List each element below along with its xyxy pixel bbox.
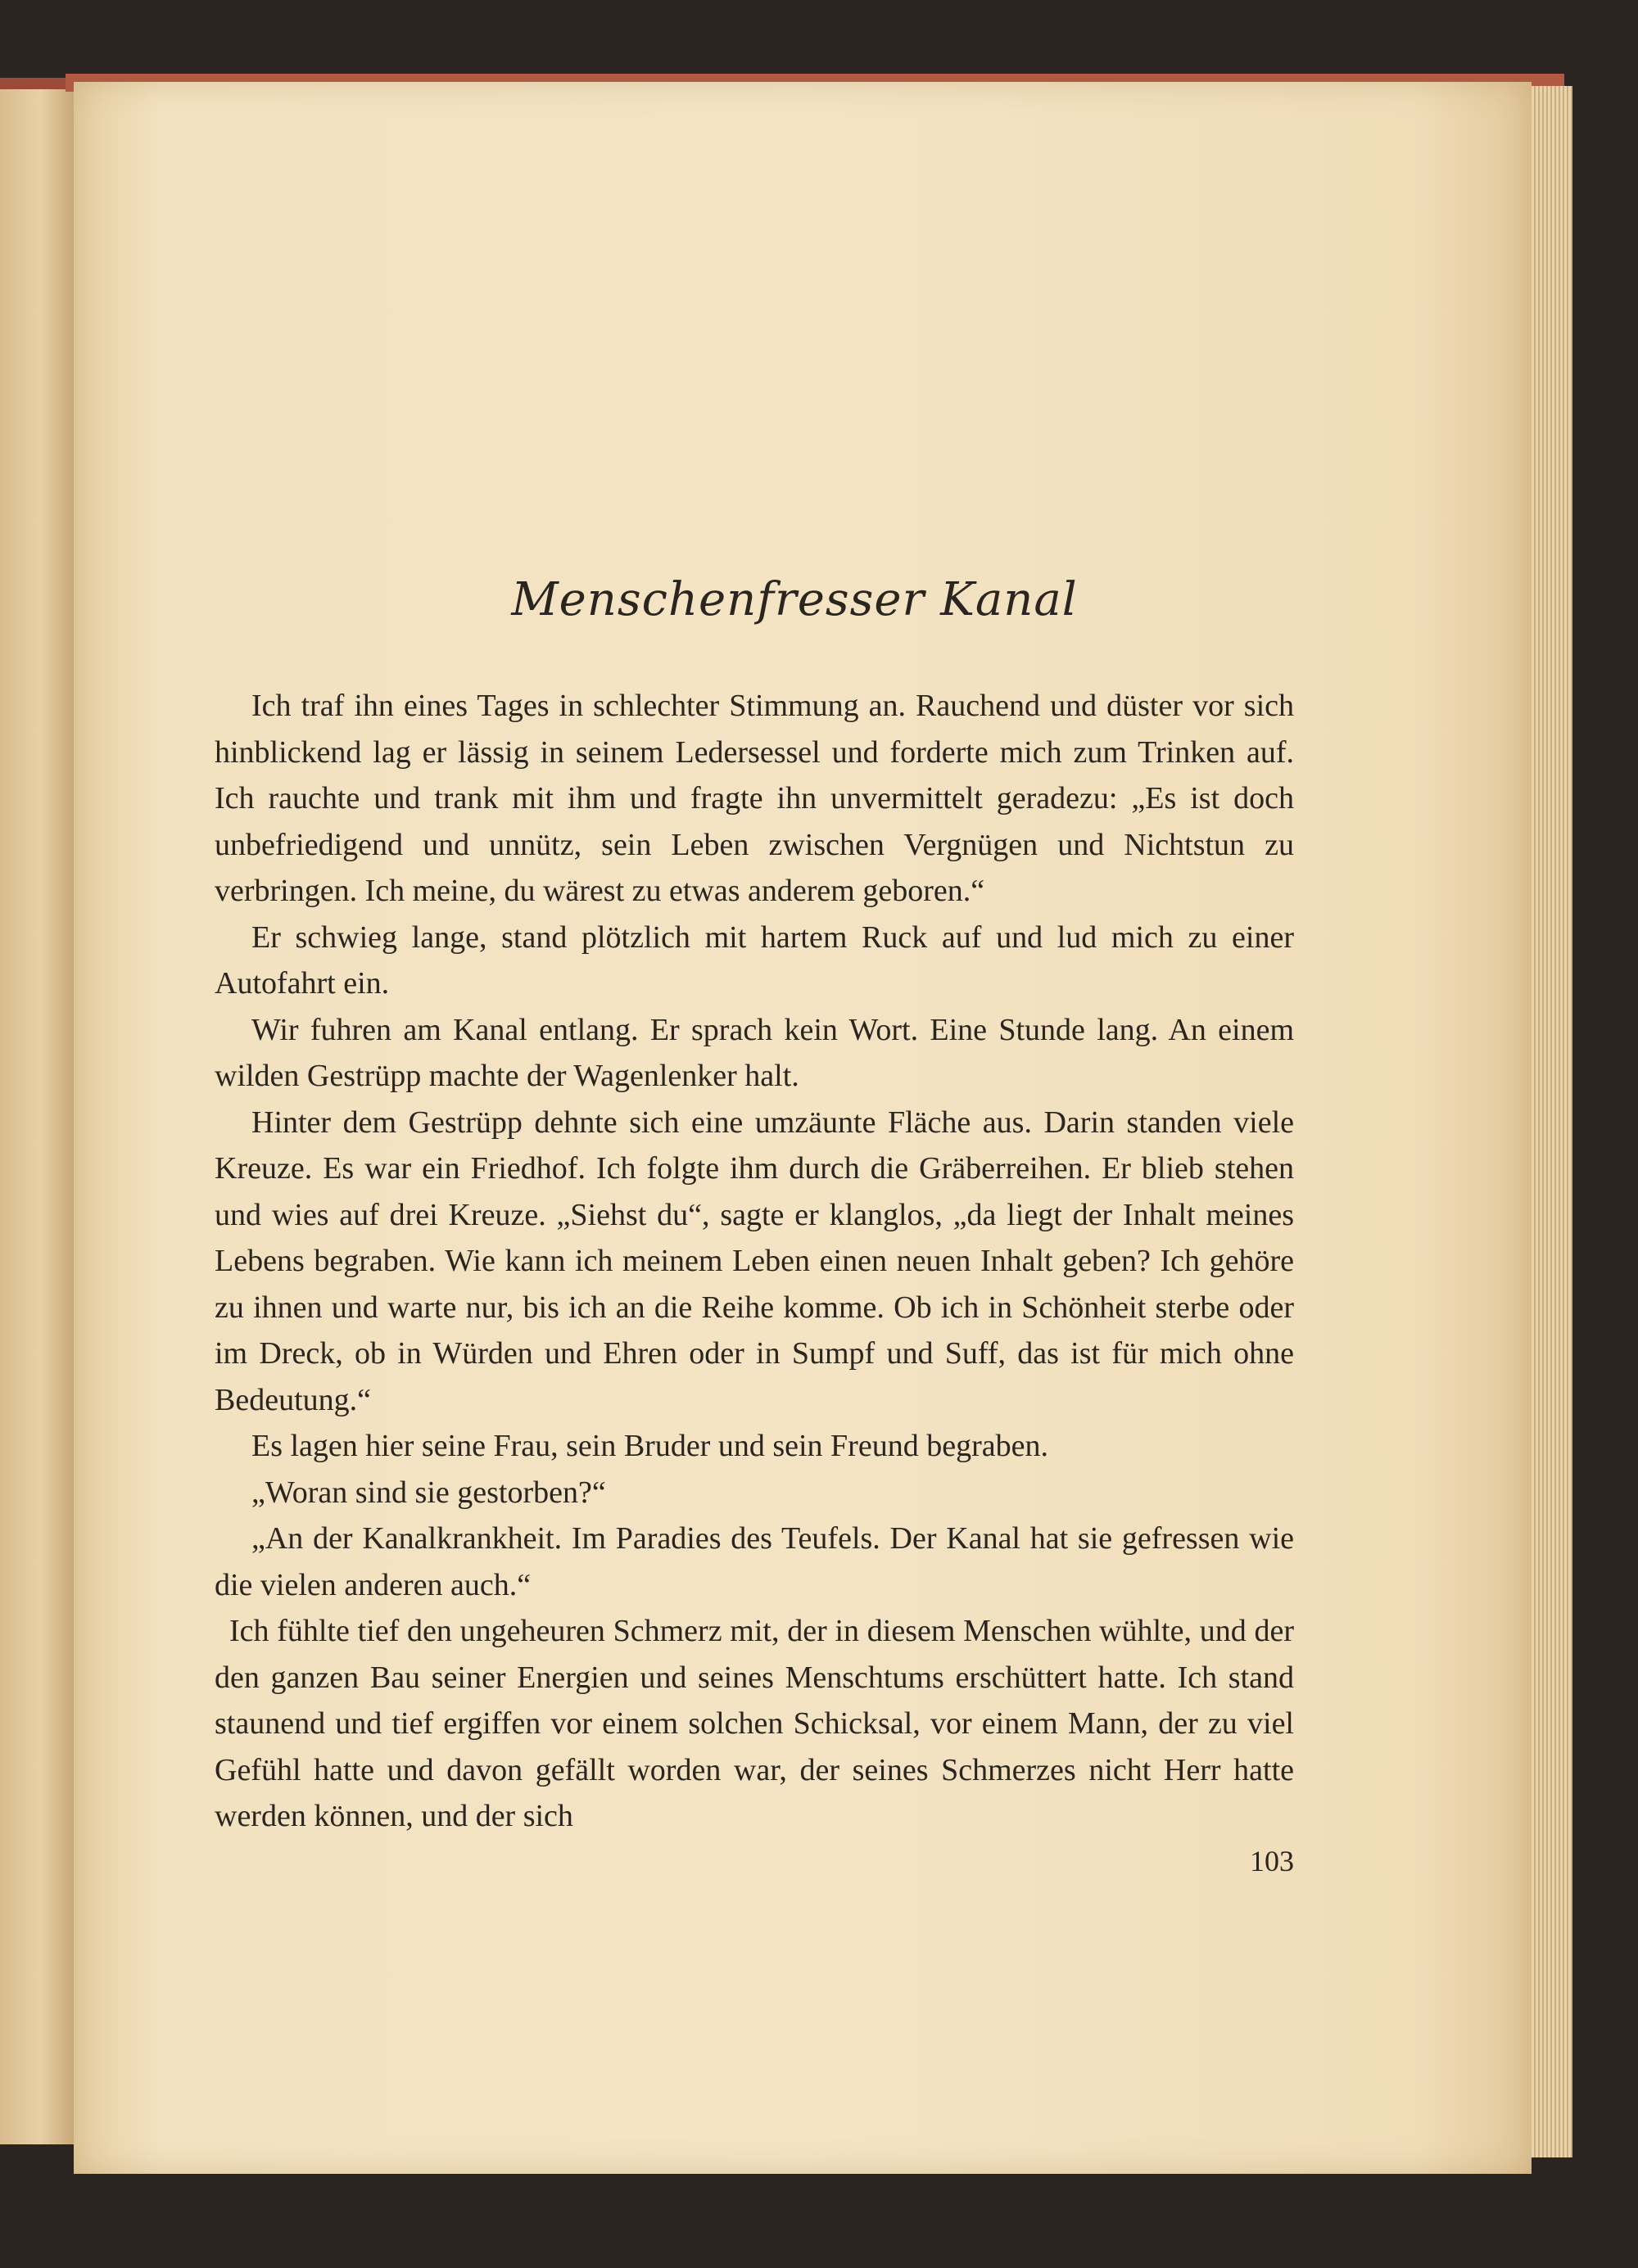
page-number: 103 bbox=[1250, 1845, 1294, 1877]
paragraph: Ich fühlte tief den ungeheuren Schmerz mit, der in diesem Menschen wühlte, und der den ganzen Bau seiner Energien und seines Menschtums erschüttert hatte. Ich stand staunend und tief ergiffen vor einem solchen Schicksal, vor einem Mann, der zu viel Gefühl hatte und davon gefällt worden war, der seines Schmerzes nicht Herr hatte werden können, und der sich bbox=[215, 1614, 1294, 1833]
previous-page-edge bbox=[0, 78, 74, 2144]
paragraph: Er schwieg lange, stand plötzlich mit hartem Ruck auf und lud mich zu einer Autofahrt ein. bbox=[215, 919, 1294, 1001]
body-text bbox=[215, 683, 1294, 1840]
paragraph: Ich traf ihn eines Tages in schlechter Stimmung an. Rauchend und düster vor sich hinblickend lag er lässig in seinem Ledersessel und forderte mich zum Trinken auf. Ich rauchte und trank mit ihm und fragte ihn unvermittelt geradezu: „Es ist doch unbefriedigend und unnütz, sein Leben zwischen Vergnügen und Nichtstun zu verbringen. Ich meine, du wärest zu etwas anderem geboren.“ bbox=[215, 689, 1294, 908]
paragraph: Hinter dem Gestrüpp dehnte sich eine umzäunte Fläche aus. Darin standen viele Kreuze. Es war ein Friedhof. Ich folgte ihm durch die Gräberreihen. Er blieb stehen und wies auf drei Kreuze. „Siehst du“, sagte er klanglos, „da liegt der Inhalt meines Lebens begraben. Wie kann ich meinem Leben einen neuen Inhalt geben? Ich gehöre zu ihnen und warte nur, bis ich an die Reihe komme. Ob ich in Schönheit sterbe oder im Dreck, ob in Würden und Ehren oder in Sumpf und Suff, das ist für mich ohne Bedeutung.“ bbox=[215, 1105, 1294, 1417]
paragraph: „Woran sind sie gestorben?“ bbox=[251, 1475, 606, 1510]
paragraph: Es lagen hier seine Frau, sein Bruder und sein Freund begraben. bbox=[251, 1429, 1048, 1463]
paragraph: „An der Kanalkrankheit. Im Paradies des Teufels. Der Kanal hat sie gefressen wie die vielen anderen auch.“ bbox=[215, 1521, 1294, 1602]
chapter-title: Menschenfresser Kanal bbox=[511, 573, 1078, 626]
paragraph: Wir fuhren am Kanal entlang. Er sprach kein Wort. Eine Stunde lang. An einem wilden Gestrüpp machte der Wagenlenker halt. bbox=[215, 1012, 1294, 1093]
